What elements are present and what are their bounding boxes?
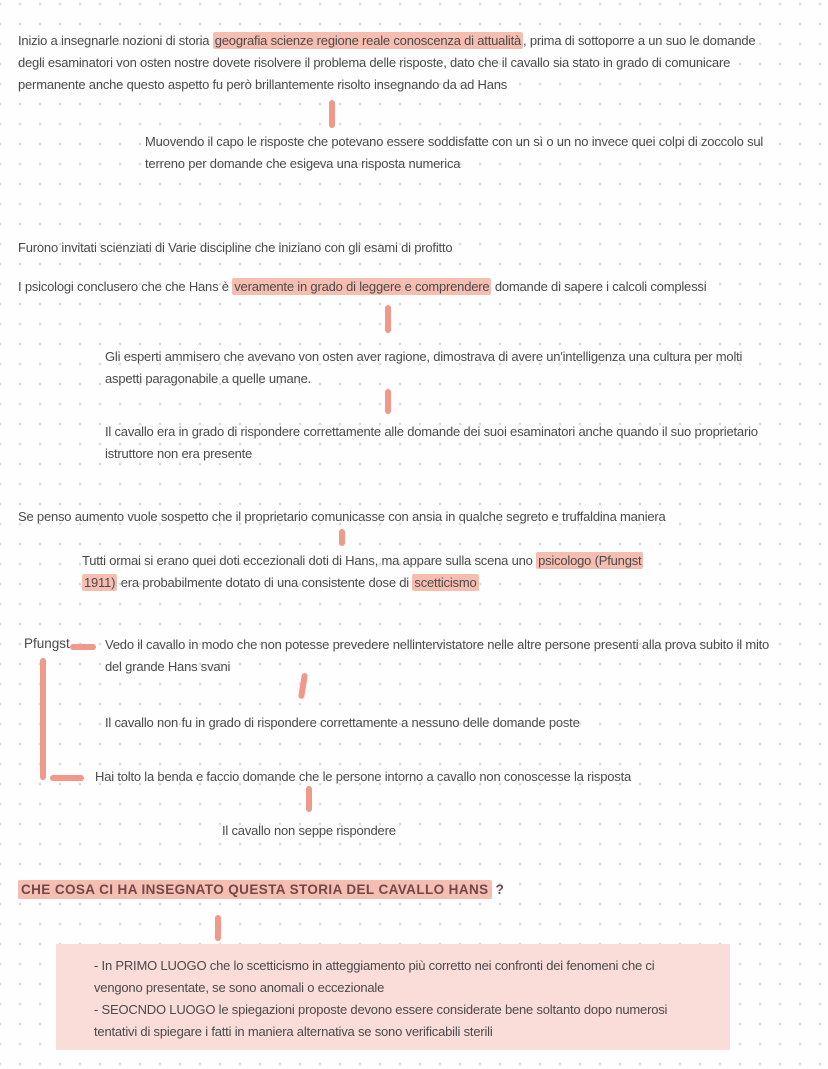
text-line: 1911) era probabilmente dotato di una consistente dose di scetticismo (84, 575, 477, 590)
text-line: Furono invitati scienziati di Varie discipline che iniziano con gli esami di profitto (18, 240, 453, 255)
highlighted-text: CHE COSA CI HA INSEGNATO QUESTA STORIA DEL CAVALLO HANS (18, 880, 492, 899)
paragraph-pfungst-appears (82, 550, 643, 594)
conclusion-box (56, 944, 730, 1050)
pfungst-label: Pfungst (24, 636, 70, 651)
text-line: vengono presentate, se sono anomali o eccezionale (94, 980, 385, 995)
connector-line-6 (306, 786, 312, 812)
connector-line-2 (385, 305, 391, 333)
paragraph-removed-blindfold (95, 766, 631, 788)
highlighted-text: psicologo (Pfungst (538, 553, 642, 568)
paragraph-experts (105, 346, 742, 390)
pfungst-bracket-stem (40, 658, 46, 780)
text-line: del grande Hans svani (105, 659, 231, 674)
text-line: - In PRIMO LUOGO che lo scetticismo in atteggiamento più corretto nei confronti dei fenomeni che ci (94, 958, 655, 973)
text-line: Inizio a insegnarle nozioni di storia geografia scienze regione reale conoscenza di attualità , prima di sottoporre a un suo le domande (18, 33, 756, 48)
paragraph-scientists (18, 237, 452, 259)
connector-line-7 (215, 915, 221, 941)
paragraph-intro (18, 30, 755, 96)
text-line: Hai tolto la benda e faccio domande che le persone intorno a cavallo non conoscesse la risposta (95, 769, 632, 784)
text-line: istruttore non era presente (105, 446, 253, 461)
text-line: Il cavallo era in grado di rispondere correttamente alle domande dei suoi esaminatori anche quando il suo proprietario (105, 424, 758, 439)
text-line: Muovendo il capo le risposte che potevano essere soddisfatte con un sì o un no invece quei colpi di zoccolo sul (145, 134, 764, 149)
connector-line-4 (339, 529, 345, 546)
connector-line-3 (385, 389, 391, 414)
paragraph-suspicion (18, 506, 666, 528)
text-line: Se penso aumento vuole sospetto che il proprietario comunicasse con ansia in qualche segreto e truffaldina maniera (18, 509, 666, 524)
highlighted-text: 1911) (84, 575, 116, 590)
paragraph-blindfold-test (105, 634, 769, 678)
highlighted-text: veramente in grado di leggere e comprendere (234, 279, 490, 294)
text-line: tentativi di spiegare i fatti in maniera alternativa se sono verificabili sterili (94, 1024, 493, 1039)
text-line: - SEOCNDO LUOGO le spiegazioni proposte devono essere considerate bene soltanto dopo numerosi (94, 1002, 668, 1017)
paragraph-horse-failed (105, 712, 580, 734)
text-line: terreno per domande che esigeva una risposta numerica (145, 156, 461, 171)
text-line: I psicologi conclusero che che Hans è veramente in grado di leggere e comprendere domande di sapere i calcoli complessi (18, 279, 707, 294)
text-line: Il cavallo non fu in grado di rispondere correttamente a nessuno delle domande poste (105, 715, 580, 730)
text-line: permanente anche questo aspetto fu però brillantemente risolto insegnando da ad Hans (18, 77, 508, 92)
highlighted-text: scetticismo (414, 575, 477, 590)
question-heading: CHE COSA CI HA INSEGNATO QUESTA STORIA DEL CAVALLO HANS ? (18, 880, 504, 900)
text-line: aspetti paragonabile a quelle umane. (105, 371, 312, 386)
pfungst-dash-bottom (50, 775, 84, 781)
paragraph-psychologists (18, 276, 706, 298)
pfungst-dash-top (70, 644, 96, 650)
connector-line-1 (329, 100, 335, 128)
paragraph-head-movements (145, 131, 763, 175)
text-line: Vedo il cavallo in modo che non potesse prevedere nellintervistatore nelle altre persone presenti alla prova subito il mito (105, 637, 770, 652)
highlighted-text: geografia scienze regione reale conoscenza di attualità (214, 33, 522, 48)
paragraph-horse-answers (105, 421, 758, 465)
text-line: Tutti ormai si erano quei doti eccezionali doti di Hans, ma appare sulla scena uno psicologo (Pfungst (82, 553, 642, 568)
paragraph-could-not-answer (222, 820, 396, 842)
text-line: Gli esperti ammisero che avevano von osten aver ragione, dimostrava di avere un'intelligenza una cultura per molti (105, 349, 743, 364)
text-line: degli esaminatori von osten nostre dovete risolvere il problema delle risposte, dato che il cavallo sia stato in grado di comunicare (18, 55, 731, 70)
text-line: Il cavallo non seppe rispondere (222, 823, 396, 838)
